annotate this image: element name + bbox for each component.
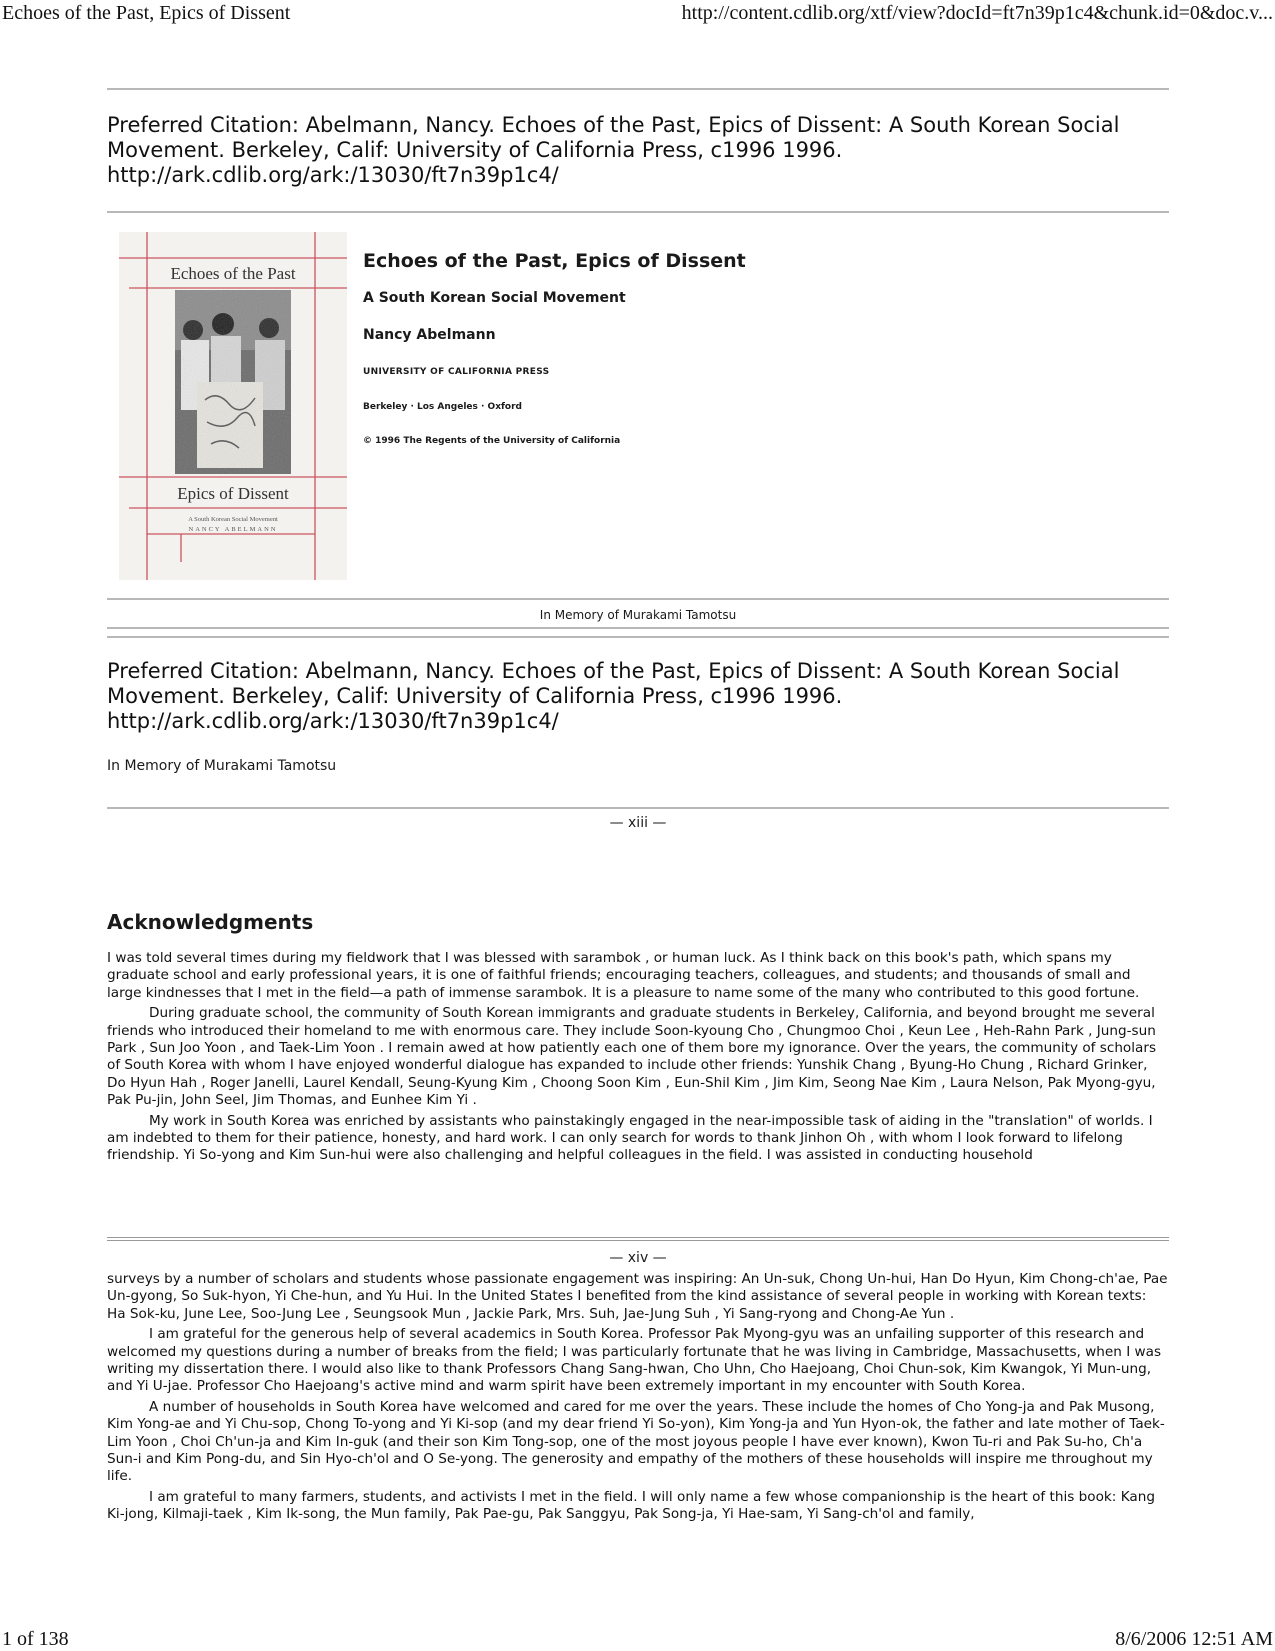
print-header-title: Echoes of the Past, Epics of Dissent: [2, 2, 291, 24]
divider: [107, 807, 1169, 809]
acknowledgments-body-p14: [107, 1271, 1169, 1527]
book-places: Berkeley · Los Angeles · Oxford: [363, 402, 522, 412]
book-author: Nancy Abelmann: [363, 327, 496, 343]
acknowledgments-body-p13: [107, 950, 1169, 1168]
paragraph: I am grateful to many farmers, students, and activists I met in the field. I will only name a few whose companionship is the heart of this book: Kang Ki-jong, Kilmaji-taek , Kim Ik-song, the Mun family, Pak Pae-gu, Pak Sanggyu, Pak Song-ja, Yi Hae-sam, Yi Sang-ch'ol and family,: [107, 1488, 1155, 1523]
paragraph: My work in South Korea was enriched by assistants who painstakingly engaged in the near-impossible task of aiding in the "translation" of worlds. I am indebted to them for their patience, honesty, and hard work. I can only search for words to thank Jinhon Oh , with whom I look forward to lifelong friendship. Yi So-yong and Kim Sun-hui were also challenging and helpful colleagues in the field. I was assisted in conducting household: [107, 1112, 1153, 1164]
divider: [107, 1240, 1169, 1241]
book-cover-art: [119, 232, 347, 580]
citation-line-3[interactable]: http://ark.cdlib.org/ark:/13030/ft7n39p1c4/: [107, 163, 559, 187]
divider: [107, 627, 1169, 629]
print-header-url: http://content.cdlib.org/xtf/view?docId=ft7n39p1c4&chunk.id=0&doc.v...: [681, 2, 1273, 24]
page-marker-xiv: — xiv —: [609, 1250, 667, 1266]
citation-line-2: Movement. Berkeley, Calif: University of California Press, c1996 1996.: [107, 138, 843, 162]
paragraph: surveys by a number of scholars and students whose passionate engagement was inspiring: An Un-suk, Chong Un-hui, Han Do Hyun, Kim Chong-ch'ae, Pae Un-gyong, So Suk-hyon, Yi Che-hun, and Yu Hui. In the United States I benefited from the kind assistance of several people in working with Korean texts: Ha Sok-ku, June Lee, Soo-Jung Lee , Seungsook Mun , Jackie Park, Mrs. Suh, Jae-Jung Suh , Yi Sang-ryong and Chong-Ae Yun .: [107, 1271, 1168, 1322]
paragraph: I was told several times during my fieldwork that I was blessed with sarambok , or human luck. As I think back on this book's path, which spans my graduate school and early professional years, it is one of faithful friends; encouraging teachers, colleagues, and students; and thousands of small and large kindnesses that I met in the field—a path of immense sarambok. It is a pleasure to name some of the many who contributed to this good fortune.: [107, 950, 1140, 1001]
dedication-text: In Memory of Murakami Tamotsu: [107, 758, 337, 774]
paragraph: During graduate school, the community of South Korean immigrants and graduate students in Berkeley, California, and beyond brought me several friends who introduced their homeland to me with enormous care. They include Soon-kyoung Cho , Chungmoo Choi , Keun Lee , Heh-Rahn Park , Jung-sun Park , Sun Joo Yoon , and Taek-Lim Yoon . I remain awed at how patiently each one of them bore my ignorance. Over the years, the community of scholars of South Korea with whom I have enjoyed wonderful dialogue has expanded to include other friends: Yunshik Chang , Byung-Ho Chung , Richard Grinker, Do Hyun Hah , Roger Janelli, Laurel Kendall, Seung-Kyung Kim , Choong Soon Kim , Eun-Shil Kim , Jim Kim, Seong Nae Kim , Laura Nelson, Pak Myong-gyu, Pak Pu-jin, John Seel, Jim Thomas, and Eunhee Kim Yi .: [107, 1005, 1157, 1109]
cover-author: NANCY ABELMANN: [188, 526, 278, 533]
paragraph: I am grateful for the generous help of several academics in South Korea. Professor Pak Myong-gyu was an unfailing supporter of this research and welcomed my questions during a number of breaks from the field; I was particularly fortunate that he was living in Cambridge, Massachusetts, when I was writing my dissertation there. I would also like to thank Professors Chang Sang-hwan, Cho Uhn, Cho Haejoang, Choi Chun-sok, Kim Kwangok, Yi Mun-ung, and Yi U-jae. Professor Cho Haejoang's active mind and warm spirit have been extremely important in my encounter with South Korea.: [107, 1326, 1162, 1395]
book-cover-image: [119, 232, 347, 580]
dedication-title: In Memory of Murakami Tamotsu: [539, 608, 737, 622]
citation-line-2: Movement. Berkeley, Calif: University of California Press, c1996 1996.: [107, 684, 843, 708]
citation-line-3[interactable]: http://ark.cdlib.org/ark:/13030/ft7n39p1c4/: [107, 709, 559, 733]
print-footer-datetime: 8/6/2006 12:51 AM: [1115, 1628, 1273, 1650]
book-subtitle: A South Korean Social Movement: [363, 290, 626, 306]
divider: [107, 636, 1169, 638]
divider: [107, 1237, 1169, 1238]
divider: [107, 598, 1169, 600]
divider: [107, 88, 1169, 90]
book-copyright: © 1996 The Regents of the University of California: [363, 436, 621, 446]
paragraph: A number of households in South Korea have welcomed and cared for me over the years. These include the homes of Cho Yong-ja and Pak Musong, Kim Yong-ae and Yi Chu-sop, Chong To-yong and Yi Ki-sop (and my dear friend Yi So-yon), Kim Yong-ja and Yun Hyon-ok, the father and late mother of Taek-Lim Yoon , Choi Ch'un-ja and Kim In-guk (and their son Kim Tong-sop, one of the most joyous people I have ever known), Kwon Tu-ri and Pak Su-ho, Ch'a Sun-i and Kim Pong-du, and Sin Hyo-ch'ol and O Se-yong. The generosity and empathy of the mothers of these households will inspire me throughout my life.: [107, 1398, 1165, 1485]
divider: [107, 211, 1169, 213]
cover-title-top: Echoes of the Past: [170, 264, 296, 283]
preferred-citation: [107, 113, 1169, 188]
cover-photo: [175, 290, 291, 474]
citation-line-1: Preferred Citation: Abelmann, Nancy. Echoes of the Past, Epics of Dissent: A South Korean Social: [107, 113, 1120, 137]
citation-line-1: Preferred Citation: Abelmann, Nancy. Echoes of the Past, Epics of Dissent: A South Korean Social: [107, 659, 1120, 683]
book-publisher: UNIVERSITY OF CALIFORNIA PRESS: [363, 367, 550, 377]
print-footer-page-count: 1 of 138: [2, 1628, 69, 1650]
book-title: Echoes of the Past, Epics of Dissent: [363, 250, 746, 272]
cover-title-bottom: Epics of Dissent: [177, 484, 289, 503]
preferred-citation-repeat: [107, 659, 1169, 734]
section-heading: Acknowledgments: [107, 910, 314, 934]
cover-subtitle: A South Korean Social Movement: [188, 516, 278, 523]
page-marker-xiii: — xiii —: [609, 815, 667, 831]
